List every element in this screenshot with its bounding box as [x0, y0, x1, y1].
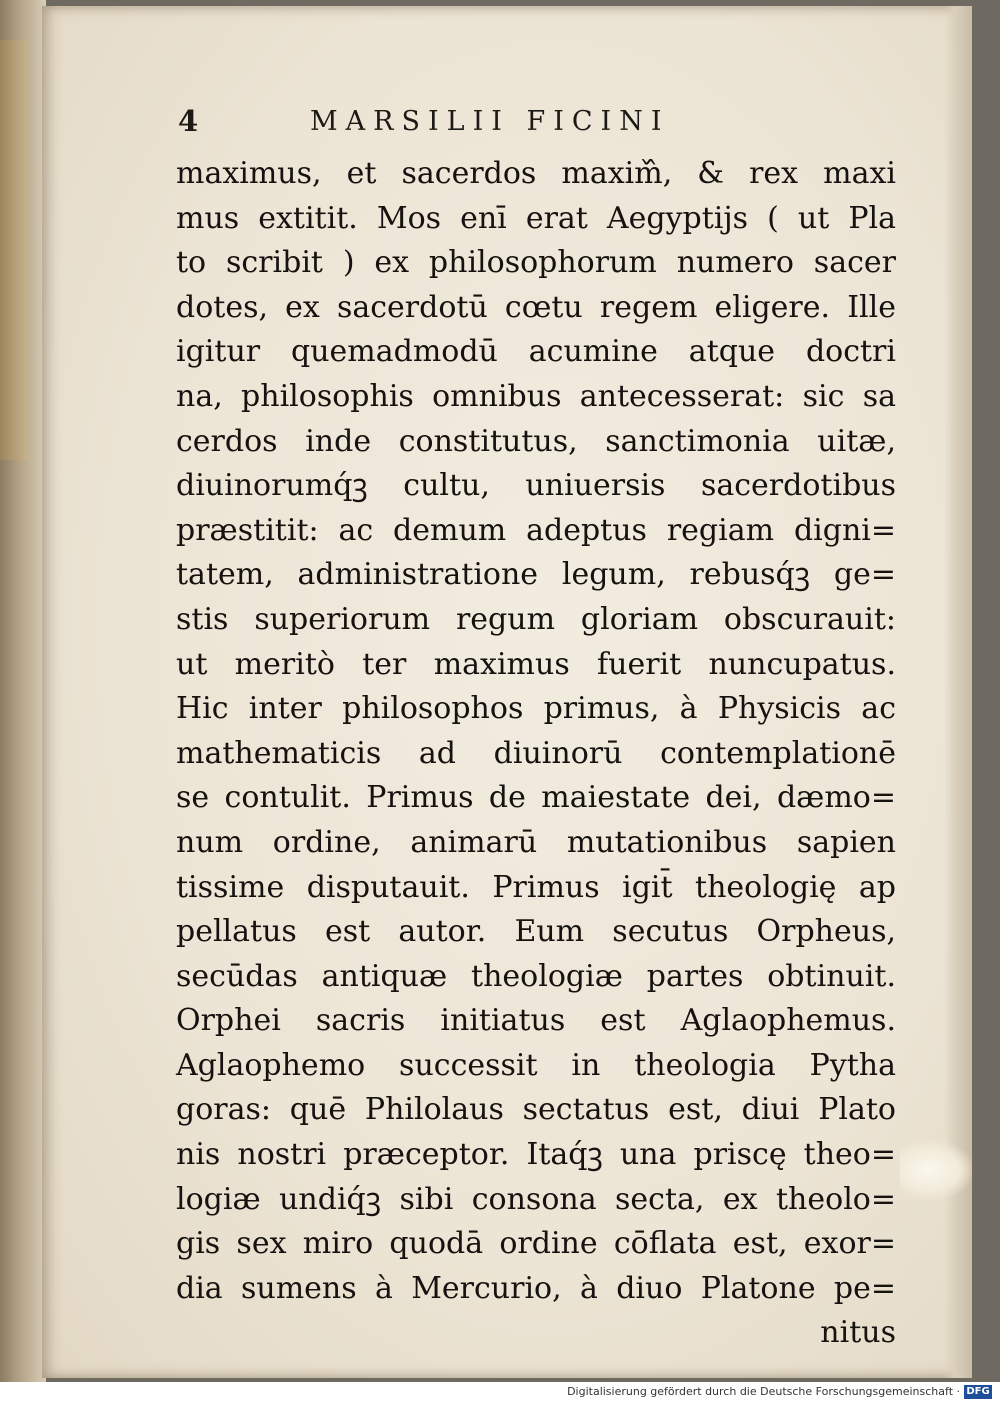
digitization-footer — [0, 1382, 1000, 1402]
folio-number: 4 — [178, 104, 199, 138]
dfg-logo-icon: DFG — [964, 1385, 992, 1399]
text-line: na, philosophis omnibus antecesserat: sic sa — [176, 378, 896, 414]
text-line: tissime disputauit. Primus igit̄ theologię ap — [176, 869, 896, 905]
running-head: MARSILII FICINI — [310, 106, 670, 137]
cover-board — [0, 40, 28, 460]
text-line: mathematicis ad diuinorū contemplationē — [176, 735, 896, 771]
text-line: dia sumens à Mercurio, à diuo Platone pe= — [176, 1270, 896, 1306]
text-line: goras: quē Philolaus sectatus est, diui Plato — [176, 1092, 896, 1128]
text-line: logiæ undiq́ꝫ sibi consona secta, ex theolo= — [176, 1181, 896, 1217]
catchword: nitus — [820, 1315, 896, 1351]
text-line: se contulit. Primus de maiestate dei, dæmo= — [176, 780, 896, 816]
page-header — [178, 104, 898, 148]
text-line: dotes, ex sacerdotū cœtu regem eligere. Ille — [176, 289, 896, 325]
text-line: Orphei sacris initiatus est Aglaophemus. — [176, 1003, 896, 1039]
text-line: nis nostri præceptor. Itaq́ꝫ una priscę theo= — [176, 1137, 896, 1173]
text-line: secūdas antiquæ theologiæ partes obtinuit. — [176, 958, 896, 994]
text-line: stis superiorum regum gloriam obscurauit: — [176, 601, 896, 637]
text-line: cerdos inde constitutus, sanctimonia uitæ, — [176, 423, 896, 459]
text-line: tatem, administratione legum, rebusq́ꝫ ge= — [176, 557, 896, 593]
paper-tear — [900, 1140, 972, 1200]
text-line: maximus, et sacerdos maxim᷈, & rex maxi — [176, 156, 896, 191]
text-line: mus extitit. Mos enī erat Aegyptijs ( ut Pla — [176, 200, 896, 236]
text-line: Aglaophemo successit in theologia Pytha — [176, 1047, 896, 1083]
text-block — [176, 152, 896, 1356]
text-line: to scribit ) ex philosophorum numero sacer — [176, 245, 896, 281]
text-line: præstitit: ac demum adeptus regiam digni= — [176, 512, 896, 548]
text-line: igitur quemadmodū acumine atque doctri — [176, 334, 896, 370]
text-line: num ordine, animarū mutationibus sapien — [176, 824, 896, 860]
text-line: pellatus est autor. Eum secutus Orpheus, — [176, 914, 896, 950]
text-line: gis sex miro quodā ordine cōflata est, exor= — [176, 1226, 896, 1262]
text-line: ut meritò ter maximus fuerit nuncupatus. — [176, 646, 896, 682]
funding-credit: Digitalisierung gefördert durch die Deutsche Forschungsgemeinschaft · — [567, 1385, 960, 1398]
text-line: diuinorumq́ꝫ cultu, uniuersis sacerdotibus — [176, 468, 896, 504]
text-line: Hic inter philosophos primus, à Physicis ac — [176, 691, 896, 727]
